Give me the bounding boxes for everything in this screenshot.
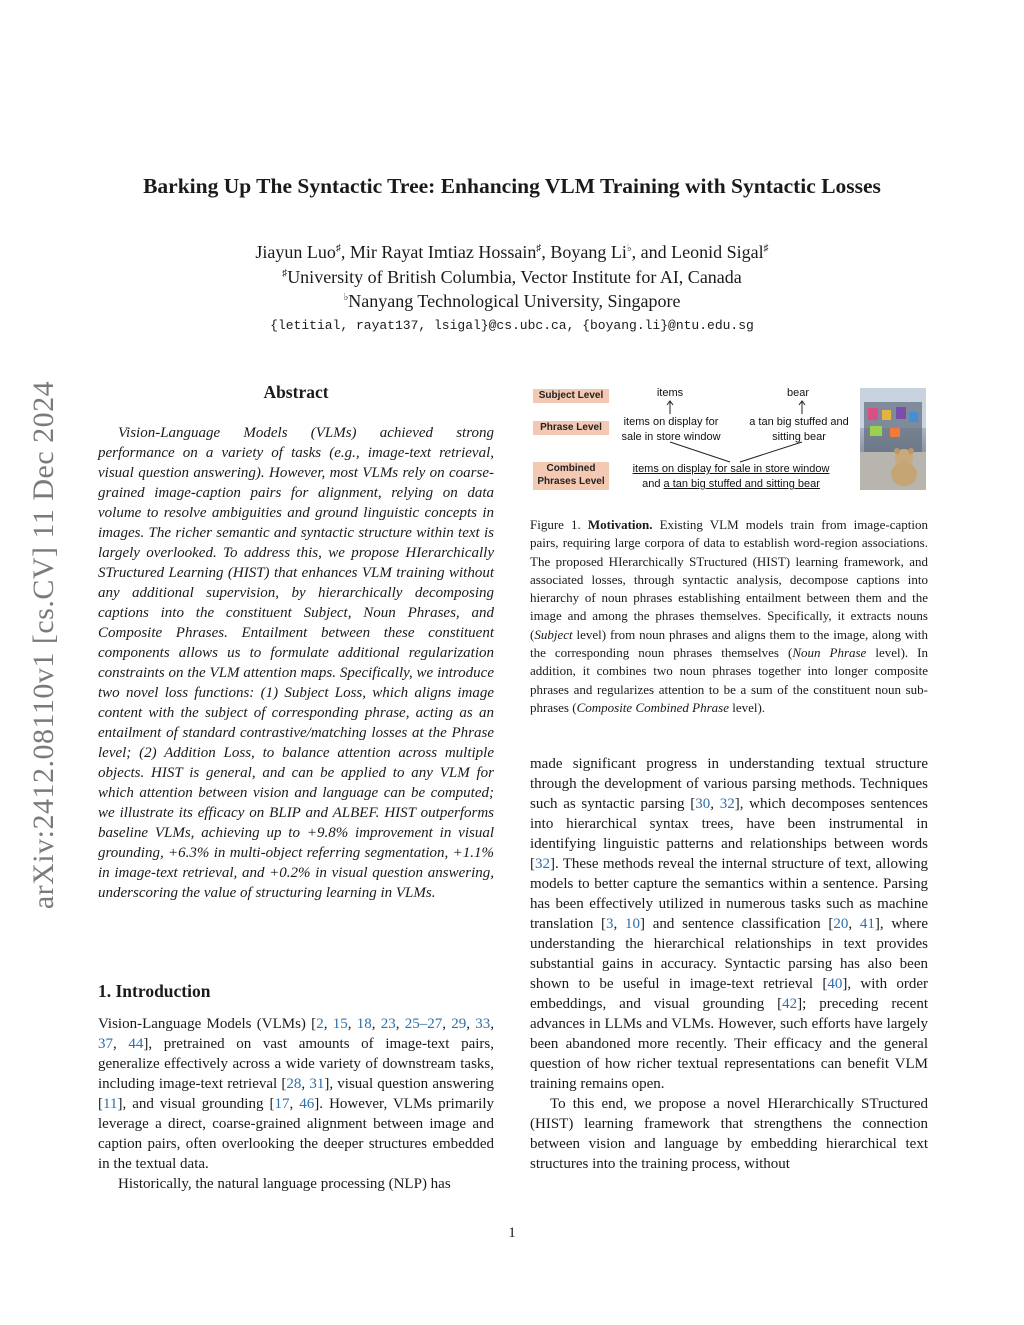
paper-title: Barking Up The Syntactic Tree: Enhancing VLM Training with Syntactic Losses [143, 174, 881, 198]
paragraph: To this end, we propose a novel HIerarchically STructured (HIST) learning framework that strengthens the connection between vision and language by embedding hierarchical text structures into the training process, without [530, 1096, 928, 1172]
citation-link[interactable]: 44 [128, 1036, 144, 1052]
citation-link[interactable]: 42 [782, 996, 798, 1012]
affiliation-ntu: ♭Nanyang Technological University, Singapore [343, 291, 681, 311]
paragraph: Vision-Language Models (VLMs) [2, 15, 18, 23, 25–27, 29, 33, 37, 44], pretrained on vast amounts of image-text pairs, generalize effectively across a wide variety of downstream tasks, including image-text retrieval [28, 31], visual question answering [11], and visual grounding [17, 46]. However, VLMs primarily leverage a direct, coarse-grained alignment between image and caption pairs, often overlooking the deeper structures embedded in the textual data. [98, 1016, 495, 1172]
citation-link[interactable]: 18 [356, 1016, 372, 1032]
author-name: Jiayun Luo [255, 242, 336, 262]
citation-link[interactable]: 29 [451, 1016, 467, 1032]
subject-text: bear [786, 387, 810, 399]
combined-level-box: Combined Phrases Level [533, 462, 609, 490]
citation-link[interactable]: 30 [695, 796, 711, 812]
affiliation-mark: ♭ [626, 243, 632, 254]
author-name: Boyang Li [550, 242, 627, 262]
merge-line [740, 442, 802, 462]
paragraph: Historically, the natural language processing (NLP) has [118, 1176, 451, 1192]
subject-level-box: Subject Level [533, 389, 609, 403]
citation-link[interactable]: 37 [98, 1036, 113, 1052]
introduction-text [98, 1014, 494, 1194]
citation-link[interactable]: 23 [380, 1016, 396, 1032]
author-list: Jiayun Luo♯, Mir Rayat Imtiaz Hossain♯, Boyang Li♭, and Leonid Sigal♯ [255, 242, 769, 262]
phrase-text: items on display for sale in store window [621, 416, 721, 443]
figure-1 [530, 384, 928, 496]
citation-link[interactable]: 2 [316, 1016, 324, 1032]
citation-link[interactable]: 32 [719, 796, 735, 812]
citation-link[interactable]: 17 [274, 1096, 290, 1112]
phrase-level-box: Phrase Level [533, 421, 609, 435]
combined-phrase-text: items on display for sale in store window and a tan big stuffed and sitting bear [632, 463, 830, 490]
figure-1-caption: Figure 1. Motivation. Existing VLM models train from image-caption pairs, requiring large corpora of data to establish word-region associations. The proposed HIerarchically STructured (HIST) learning framework, and associated losses, through syntactic analysis, decompose captions into hierarchy of noun phrases establishing entailment between them and the image and among the phrases themselves. Specifically, it extracts nouns (Subject level) from noun phrases and aligns them to the image, along with the corresponding noun phrases themselves (Noun Phrase level). In addition, it combines two noun phrases together into longer composite phrases and regularizes attention to be a sum of the constituent noun sub-phrases (Composite Combined Phrase level). [530, 517, 928, 715]
citation-link[interactable]: 41 [859, 916, 875, 932]
author-block [0, 240, 1024, 338]
merge-line [670, 442, 730, 462]
citation-link[interactable]: 25–27 [404, 1016, 443, 1032]
teddy-bear-image [860, 388, 926, 490]
citation-link[interactable]: 11 [103, 1096, 118, 1112]
citation-link[interactable]: 40 [827, 976, 843, 992]
introduction-text-continued [530, 754, 928, 1174]
subject-text: items [656, 387, 684, 399]
abstract-heading: Abstract [263, 382, 329, 402]
phrase-text: a tan big stuffed and sitting bear [749, 416, 849, 443]
citation-link[interactable]: 20 [833, 916, 849, 932]
citation-link[interactable]: 46 [299, 1096, 315, 1112]
citation-link[interactable]: 10 [625, 916, 641, 932]
author-name: Mir Rayat Imtiaz Hossain [349, 242, 537, 262]
section-heading-introduction: 1. Introduction [98, 981, 211, 1001]
citation-link[interactable]: 31 [309, 1076, 325, 1092]
arxiv-identifier: arXiv:2412.08110v1 [cs.CV] 11 Dec 2024 [27, 380, 60, 910]
author-name: and Leonid Sigal [640, 242, 764, 262]
citation-link[interactable]: 15 [332, 1016, 348, 1032]
affiliation-mark: ♯ [763, 243, 769, 254]
citation-link[interactable]: 32 [535, 856, 550, 872]
paragraph: made significant progress in understanding textual structure through the development of various parsing methods. Techniques such as syntactic parsing [30, 32], which decomposes sentences into hierarchical syntax trees, have been instrumental in identifying linguistic patterns and relationships between words [32]. These methods reveal the internal structure of text, allowing models to better capture the semantics within a sentence. Parsing has been effectively utilized in numerous tasks such as machine translation [3, 10] and sentence classification [20, 41], where understanding the hierarchical relationships in text provides substantial gains in accuracy. Syntactic parsing has also been shown to be useful in image-text retrieval [40], with order embeddings, and visual grounding [42]; preceding recent advances in LLMs and VLMs. However, such efforts have largely been abandoned more recently. Their efficacy and the general question of how richer textual representations can benefit VLM training remains open. [530, 756, 929, 1092]
affiliation-ubc: ♯University of British Columbia, Vector Institute for AI, Canada [282, 266, 742, 287]
citation-link[interactable]: 33 [475, 1016, 491, 1032]
affiliation-mark: ♯ [335, 243, 341, 254]
affiliation-mark: ♯ [536, 243, 542, 254]
page-number: 1 [508, 1225, 516, 1241]
storefront-bear-photo [860, 388, 926, 490]
citation-link[interactable]: 28 [286, 1076, 302, 1092]
abstract-text: Vision-Language Models (VLMs) achieved strong performance on a variety of tasks (e.g., image-text retrieval, visual question answering). However, most VLMs rely on coarse-grained image-caption pairs for alignment, relying on data volume to resolve ambiguities and ground linguistic concepts in images. The richer semantic and syntactic structure within text is largely overlooked. To address this, we propose HIerarchically STructured Learning (HIST) that enhances VLM training without any additional supervision, by hierarchically decomposing captions into the constituent Subject, Noun Phrases, and Composite Phrases. Entailment between these constituent components allows us to formulate additional regularization constraints on the VLM attention maps. Specifically, we introduce two novel loss functions: (1) Subject Loss, which aligns image content with the subject of corresponding phrase, acting as an entailment of standard contrastive/matching losses at the Phrase level; (2) Addition Loss, to balance attention across multiple objects. HIST is general, and can be applied to any VLM for which attention between vision and language can be computed; we illustrate its efficacy on BLIP and ALBEF. HIST outperforms baseline VLMs, achieving up to +9.8% improvement in visual grounding, +6.3% in multi-object referring segmentation, +1.1% in image-text retrieval, and +0.2% in visual question answering, underscoring the value of structuring learning in VLMs. [98, 425, 494, 901]
author-emails[interactable]: {letitial, rayat137, lsigal}@cs.ubc.ca, {boyang.li}@ntu.edu.sg [270, 317, 754, 333]
citation-link[interactable]: 3 [606, 916, 614, 932]
